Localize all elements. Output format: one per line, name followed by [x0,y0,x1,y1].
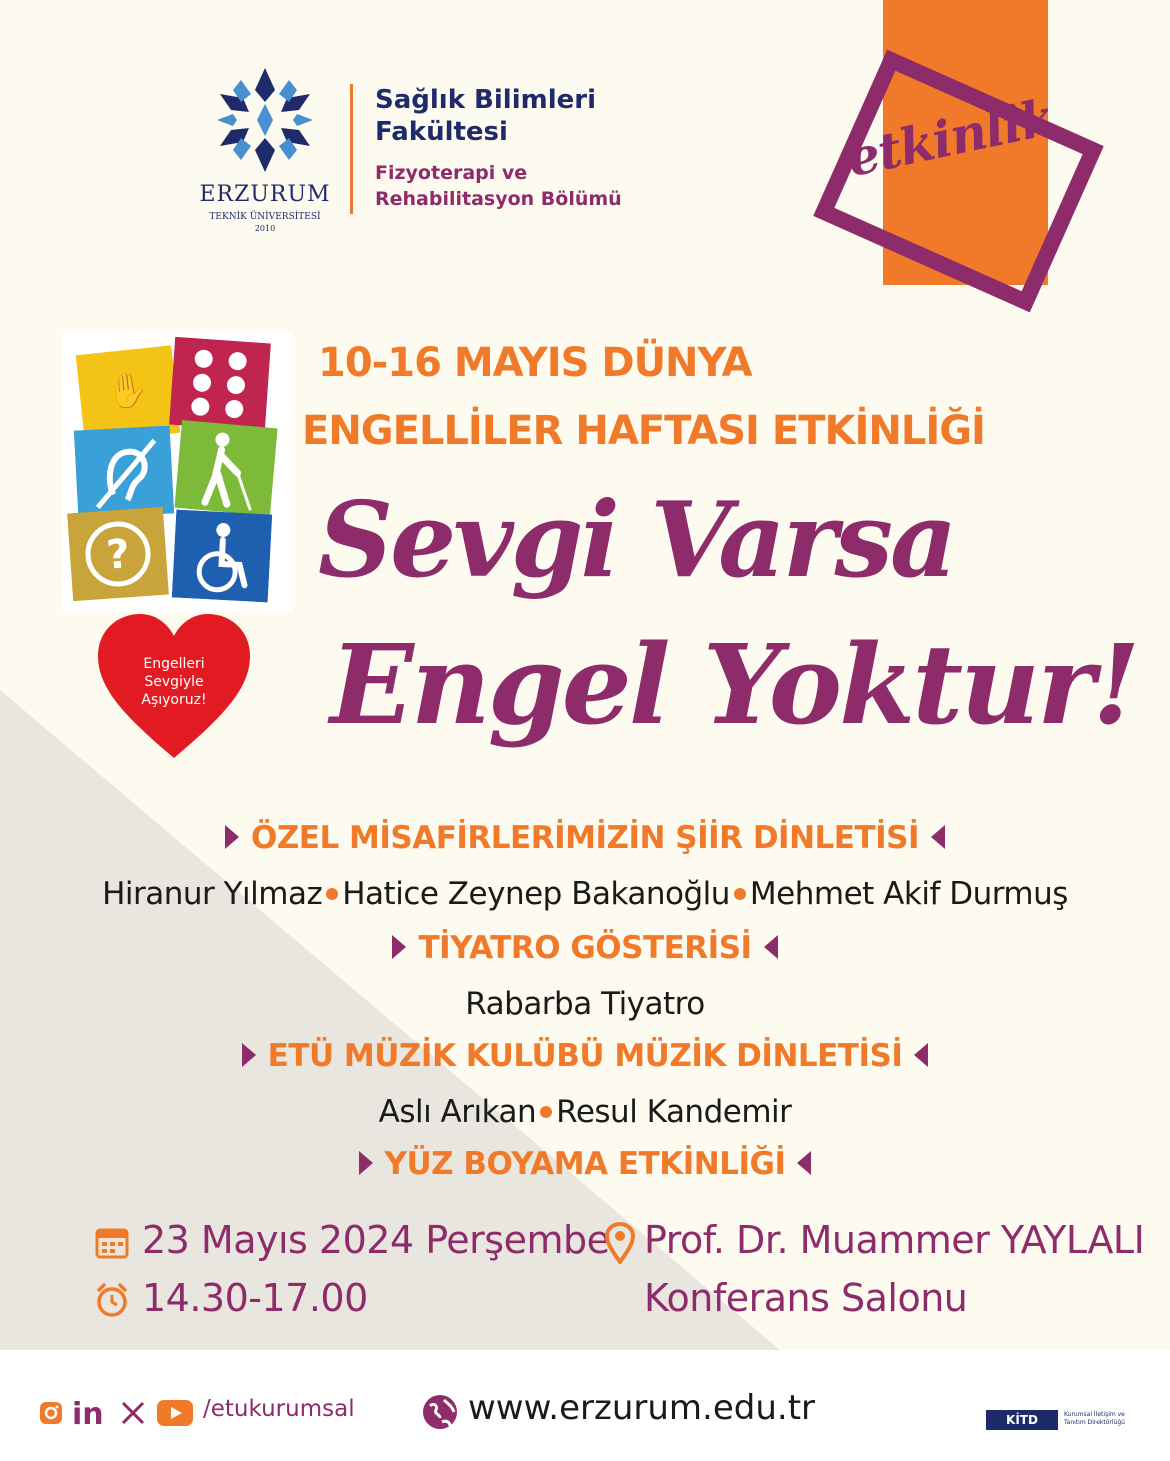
website-link[interactable]: www.erzurum.edu.tr [468,1388,816,1428]
arrow-right-icon [392,935,406,959]
university-name: ERZURUM [199,182,331,207]
program-heading-theatre [0,930,1170,966]
program-heading-text: TİYATRO GÖSTERİSİ [418,930,752,966]
header-divider [350,84,353,214]
person-name: Resul Kandemir [556,1094,792,1130]
kitd-logo [986,1410,1132,1430]
event-time: 14.30-17.00 [142,1276,368,1320]
university-year: 2010 [254,224,276,233]
program-heading-music [0,1038,1170,1074]
event-subtitle-line-1: 10-16 MAYIS DÜNYA [318,340,752,386]
faculty-line-2: Fakültesi [375,117,508,147]
arrow-right-icon [359,1151,373,1175]
university-subtitle: TEKNİK ÜNİVERSİTESİ [209,212,321,222]
arrow-left-icon [764,935,778,959]
program-people-poetry [0,876,1170,912]
braille-icon [169,337,271,431]
event-title-line-1: Sevgi Varsa [318,478,955,601]
heart-line-1: Engelleri [143,656,205,672]
person-name: Aslı Arıkan [378,1094,537,1130]
person-name: Rabarba Tiyatro [465,986,705,1022]
faculty-name [375,84,596,148]
hearing-icon [74,426,174,519]
venue-line-2: Konferans Salonu [644,1276,968,1320]
venue-line-1: Prof. Dr. Muammer YAYLALI [644,1218,1145,1262]
arrow-right-icon [242,1043,256,1067]
header [190,62,710,252]
globe-icon [420,1392,460,1432]
program-heading-facepaint [0,1146,1170,1182]
svg-text:✋: ✋ [104,368,151,414]
social-handle[interactable]: /etukurumsal [203,1396,355,1422]
calendar-icon [94,1224,130,1260]
bullet-dot [326,888,338,900]
bullet-dot [734,888,746,900]
person-name: Hatice Zeynep Bakanoğlu [342,876,730,912]
arrow-left-icon [931,825,945,849]
instagram-icon[interactable] [38,1400,64,1426]
svg-text:in: in [72,1398,104,1428]
program-people-theatre [0,986,1170,1022]
bullet-dot [540,1106,552,1118]
program-heading-text: YÜZ BOYAMA ETKİNLİĞİ [384,1146,786,1182]
accessibility-symbols [62,332,292,612]
wheelchair-icon [172,510,272,603]
program-heading-text: ÖZEL MİSAFİRLERİMİZİN ŞİİR DİNLETİSİ [250,820,920,856]
blind-person-icon [174,420,277,516]
kitd-text: Kurumsal İletişim ve Tanıtım Direktörlüğü [1064,1411,1125,1426]
heart-line-3: Aşıyoruz! [141,692,207,708]
person-name: Hiranur Yılmaz [102,876,323,912]
arrow-left-icon [797,1151,811,1175]
program-heading-poetry [0,820,1170,856]
clock-icon [94,1282,130,1318]
program-heading-text: ETÜ MÜZİK KULÜBÜ MÜZİK DİNLETİSİ [267,1038,903,1074]
arrow-left-icon [914,1043,928,1067]
arrow-right-icon [225,825,239,849]
location-pin-icon [604,1222,636,1264]
event-title-line-2: Engel Yoktur! [330,620,1138,749]
department-line-1: Fizyoterapi ve [375,162,528,184]
youtube-icon[interactable] [156,1398,194,1428]
linkedin-icon[interactable] [72,1398,112,1428]
person-name: Mehmet Akif Durmuş [749,876,1068,912]
badge-label: etkinlik [842,86,1060,189]
event-subtitle-line-2: ENGELLİLER HAFTASI ETKİNLİĞİ [302,408,985,454]
x-twitter-icon[interactable] [120,1400,146,1426]
program-people-music [0,1094,1170,1130]
question-icon [67,507,169,601]
faculty-line-1: Sağlık Bilimleri [375,85,596,115]
kitd-label: KİTD [986,1410,1058,1430]
svg-text:?: ? [104,531,132,579]
department-line-2: Rehabilitasyon Bölümü [375,188,622,210]
heart-line-2: Sevgiyle [144,674,204,690]
department-name [375,160,622,212]
event-date: 23 Mayıs 2024 Perşembe [142,1218,610,1262]
footer [0,1350,1170,1461]
heart-message [94,655,254,709]
